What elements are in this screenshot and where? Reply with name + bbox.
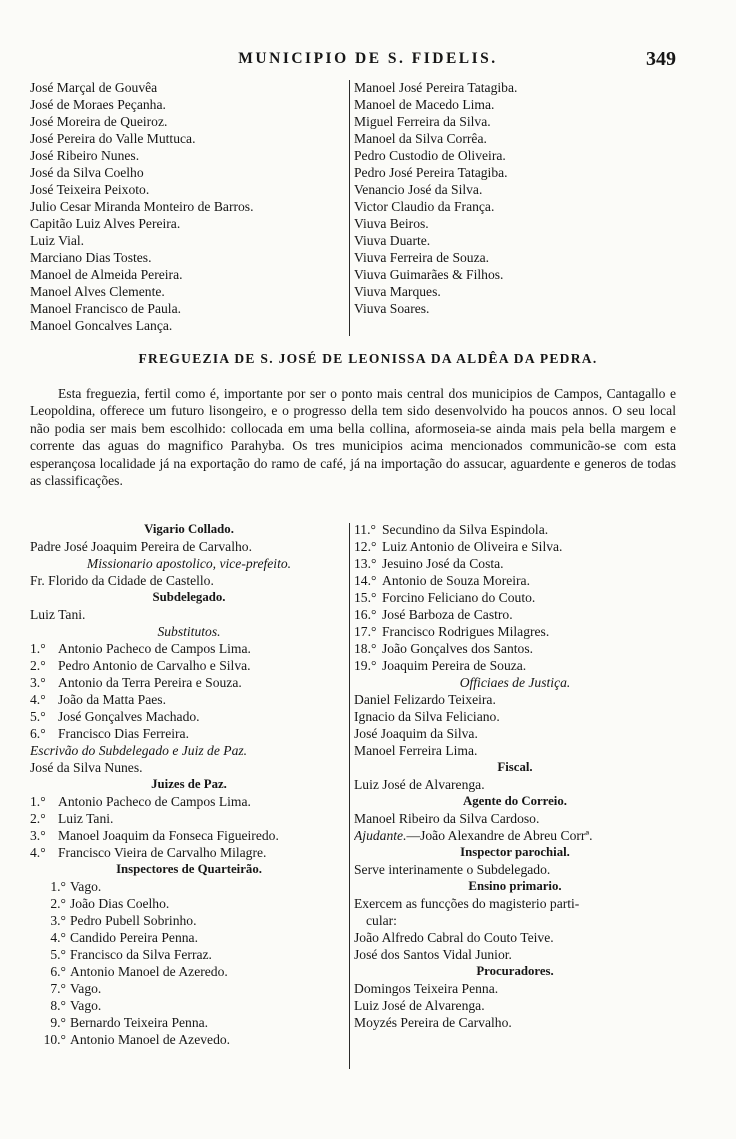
list-item: 5.° Francisco da Silva Ferraz. xyxy=(50,947,212,962)
page-header xyxy=(0,48,736,74)
list-item: 8.° Vago. xyxy=(50,998,102,1013)
list-item: 11.° Secundino da Silva Espindola. xyxy=(354,522,549,537)
fiscal-name: Luiz José de Alvarenga. xyxy=(354,777,485,792)
list-item: Viuva Beiros. xyxy=(354,216,429,231)
list-item: Marciano Dias Tostes. xyxy=(30,250,152,265)
list-item: 4.° Candido Pereira Penna. xyxy=(50,930,198,945)
substitutos-heading: Substitutos. xyxy=(157,624,221,639)
list-item: Manoel de Macedo Lima. xyxy=(354,97,495,112)
officiaes-heading: Officiaes de Justiça. xyxy=(459,675,571,690)
list-item: 5.° José Gonçalves Machado. xyxy=(30,709,200,724)
list-item: 2.° Pedro Antonio de Carvalho e Silva. xyxy=(30,658,251,673)
list-item: Manoel de Almeida Pereira. xyxy=(30,267,183,282)
list-item: Manoel José Pereira Tatagiba. xyxy=(354,80,518,95)
list-item: 6.° Francisco Dias Ferreira. xyxy=(30,726,189,741)
list-item: 15.° Forcino Feliciano do Couto. xyxy=(354,590,536,605)
list-item: 18.° João Gonçalves dos Santos. xyxy=(354,641,534,656)
juizes-heading: Juizes de Paz. xyxy=(151,777,227,791)
list-item: Ignacio da Silva Feliciano. xyxy=(354,709,500,724)
section-paragraph: Esta freguezia, fertil como é, importante por ser o ponto mais central dos municipios de Campos, Cantagallo e Leopoldina, offerece um futuro lisongeiro, e o progresso della tem sido desenvolvido ha poucos annos. O seu local não podia ser mais bem escolhido: collocada em uma bella collina, aformoseia-se ainda mais pela bella margem e corrente das aguas do magnifico Parahyba. Os tres municipios acima mencionados communicão-se com esta esperançosa localidade já na exportação do ramo de café, já na importação do assucar, aguardente e generos de todas as classificações. xyxy=(30,386,676,489)
list-item: José Teixeira Peixoto. xyxy=(30,182,150,197)
list-item: Manoel da Silva Corrêa. xyxy=(354,131,487,146)
list-item: José dos Santos Vidal Junior. xyxy=(354,947,512,962)
list-item: Viuva Duarte. xyxy=(354,233,431,248)
ajudante-line: Ajudante.—João Alexandre de Abreu Corrª. xyxy=(354,828,593,843)
list-item: 10.° Antonio Manoel de Azevedo. xyxy=(43,1032,231,1047)
list-item: José Marçal de Gouvêa xyxy=(30,80,158,95)
list-item: Pedro José Pereira Tatagiba. xyxy=(354,165,508,180)
list-item: Daniel Felizardo Teixeira. xyxy=(354,692,496,707)
list-item: 17.° Francisco Rodrigues Milagres. xyxy=(354,624,550,639)
list-item: Viuva Ferreira de Souza. xyxy=(354,250,490,265)
list-item: José Ribeiro Nunes. xyxy=(30,148,140,163)
list-item: 14.° Antonio de Souza Moreira. xyxy=(354,573,530,588)
list-item: Manoel Alves Clemente. xyxy=(30,284,165,299)
list-item: Victor Claudio da França. xyxy=(354,199,495,214)
escrivao-name: José da Silva Nunes. xyxy=(30,760,143,775)
list-item: 3.° Pedro Pubell Sobrinho. xyxy=(50,913,197,928)
list-item: Domingos Teixeira Penna. xyxy=(354,981,499,996)
list-item: José da Silva Coelho xyxy=(30,165,144,180)
list-item: 16.° José Barboza de Castro. xyxy=(354,607,513,622)
column-divider xyxy=(349,523,350,1069)
inspectores-heading: Inspectores de Quarteirão. xyxy=(116,862,262,876)
page-number: 349 xyxy=(646,48,676,70)
vigario-heading: Vigario Collado. xyxy=(144,522,234,536)
list-item: Manoel Ferreira Lima. xyxy=(354,743,478,758)
list-item: Capitão Luiz Alves Pereira. xyxy=(30,216,181,231)
escrivao-title: Escrivão do Subdelegado e Juiz de Paz. xyxy=(30,743,248,758)
list-item: 19.° Joaquim Pereira de Souza. xyxy=(354,658,527,673)
list-item: José Joaquim da Silva. xyxy=(354,726,478,741)
list-item: 1.° Antonio Pacheco de Campos Lima. xyxy=(30,641,251,656)
list-item: José de Moraes Peçanha. xyxy=(30,97,166,112)
list-item: João Alfredo Cabral do Couto Teive. xyxy=(354,930,554,945)
fiscal-heading: Fiscal. xyxy=(497,760,533,774)
list-item: 1.° Antonio Pacheco de Campos Lima. xyxy=(30,794,251,809)
list-item: Manoel Francisco de Paula. xyxy=(30,301,181,316)
running-title: MUNICIPIO DE S. FIDELIS. xyxy=(238,50,498,67)
list-item: 4.° Francisco Vieira de Carvalho Milagre. xyxy=(30,845,267,860)
ensino-text: Exercem as funcções do magisterio parti- xyxy=(354,896,580,911)
section-title: FREGUEZIA DE S. JOSÉ DE LEONISSA DA ALDÊA DA PEDRA. xyxy=(138,351,598,366)
list-item: Viuva Guimarães & Filhos. xyxy=(354,267,504,282)
list-item: 3.° Manoel Joaquim da Fonseca Figueiredo. xyxy=(30,828,279,843)
list-item: Viuva Soares. xyxy=(354,301,430,316)
list-item: 7.° Vago. xyxy=(50,981,102,996)
list-item: José Moreira de Queiroz. xyxy=(30,114,168,129)
list-item: Moyzés Pereira de Carvalho. xyxy=(354,1015,512,1030)
correio-name: Manoel Ribeiro da Silva Cardoso. xyxy=(354,811,540,826)
list-item: 12.° Luiz Antonio de Oliveira e Silva. xyxy=(354,539,563,554)
ensino-text-cont: cular: xyxy=(366,913,397,928)
top-list-left xyxy=(30,79,348,334)
column-divider xyxy=(349,80,350,336)
list-item: Luiz José de Alvarenga. xyxy=(354,998,485,1013)
list-item: 3.° Antonio da Terra Pereira e Souza. xyxy=(30,675,242,690)
missionario-name: Fr. Florido da Cidade de Castello. xyxy=(30,573,214,588)
parochial-heading: Inspector parochial. xyxy=(460,845,570,859)
list-item: Manoel Goncalves Lança. xyxy=(30,318,173,333)
list-item: 9.° Bernardo Teixeira Penna. xyxy=(50,1015,209,1030)
top-list-right xyxy=(354,79,676,317)
list-item: Julio Cesar Miranda Monteiro de Barros. xyxy=(30,199,254,214)
procuradores-heading: Procuradores. xyxy=(476,964,554,978)
list-item: 2.° João Dias Coelho. xyxy=(50,896,170,911)
list-item: 13.° Jesuino José da Costa. xyxy=(354,556,504,571)
subdelegado-name: Luiz Tani. xyxy=(30,607,86,622)
vigario-name: Padre José Joaquim Pereira de Carvalho. xyxy=(30,539,252,554)
subdelegado-heading: Subdelegado. xyxy=(152,590,226,604)
list-item: 2.° Luiz Tani. xyxy=(30,811,114,826)
ensino-heading: Ensino primario. xyxy=(468,879,562,893)
list-item: 1.° Vago. xyxy=(50,879,102,894)
officials-left-column xyxy=(30,521,348,1048)
list-item: Luiz Vial. xyxy=(30,233,85,248)
list-item: Pedro Custodio de Oliveira. xyxy=(354,148,506,163)
list-item: Miguel Ferreira da Silva. xyxy=(354,114,491,129)
list-item: 6.° Antonio Manoel de Azeredo. xyxy=(50,964,228,979)
parochial-text: Serve interinamente o Subdelegado. xyxy=(354,862,551,877)
correio-heading: Agente do Correio. xyxy=(463,794,567,808)
list-item: Venancio José da Silva. xyxy=(354,182,483,197)
list-item: 4.° João da Matta Paes. xyxy=(30,692,166,707)
list-item: Viuva Marques. xyxy=(354,284,441,299)
missionario-title: Missionario apostolico, vice-prefeito. xyxy=(86,556,292,571)
list-item: José Pereira do Valle Muttuca. xyxy=(30,131,196,146)
officials-right-column xyxy=(354,521,676,1031)
